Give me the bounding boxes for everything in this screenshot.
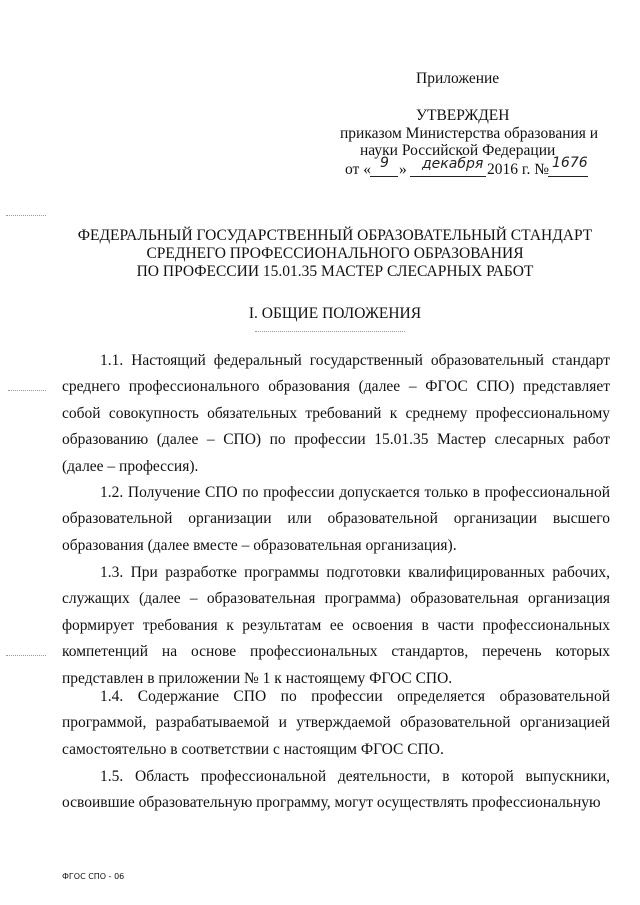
date-mid: » bbox=[399, 161, 407, 178]
paragraph-1-4: 1.4. Содержание СПО по профессии определяется образовательной программой, разрабатываемой и утверждаемой образовательной организацией самостоятельно в соответствии с настоящим ФГОС СПО. bbox=[62, 688, 610, 758]
date-prefix: от « bbox=[345, 161, 371, 178]
order-line-1: приказом Министерства образования и bbox=[340, 125, 599, 142]
paragraph-1-1: 1.1. Настоящий федеральный государственный образовательный стандарт среднего профессионального образования (далее – ФГОС СПО) представляет собой совокупность обязательных требований к среднему профессиональному образованию (далее – СПО) по профессии 15.01.35 Мастер слесарных работ (далее – профессия). bbox=[62, 352, 610, 475]
date-month: декабря bbox=[422, 156, 484, 172]
scan-mark bbox=[6, 215, 46, 216]
scan-mark bbox=[8, 390, 46, 391]
heading-rule bbox=[255, 331, 405, 332]
title-line-1: ФЕДЕРАЛЬНЫЙ ГОСУДАРСТВЕННЫЙ ОБРАЗОВАТЕЛЬНЫЙ СТАНДАРТ bbox=[77, 227, 593, 244]
date-month-underline bbox=[410, 176, 486, 177]
order-number: 1676 bbox=[552, 155, 588, 171]
order-number-underline bbox=[548, 176, 588, 177]
appendix-label: Приложение bbox=[416, 70, 500, 87]
scan-mark bbox=[6, 655, 46, 656]
paragraph-1-3: 1.3. При разработке программы подготовки квалифицированных рабочих, служащих (далее – образовательная программа) образовательная организация формирует требования к результатам ее освоения в части профессиональных компетенций на основе профессиональных стандартов, перечень которых представлен в приложении № 1 к настоящему ФГОС СПО. bbox=[62, 564, 610, 687]
title-line-3: ПО ПРОФЕССИИ 15.01.35 МАСТЕР СЛЕСАРНЫХ РАБОТ bbox=[136, 263, 534, 280]
footer-code: ФГОС СПО - 06 bbox=[62, 872, 125, 881]
date-day: 9 bbox=[380, 155, 389, 171]
title-line-2: СРЕДНЕГО ПРОФЕССИОНАЛЬНОГО ОБРАЗОВАНИЯ bbox=[146, 245, 524, 262]
section-heading: I. ОБЩИЕ ПОЛОЖЕНИЯ bbox=[248, 305, 422, 322]
approved-label: УТВЕРЖДЕН bbox=[416, 107, 510, 124]
order-line-2: науки Российской Федерации bbox=[360, 142, 556, 159]
paragraph-1-2: 1.2. Получение СПО по профессии допускается только в профессиональной образовательной организации или образовательной организации высшего образования (далее вместе – образовательная организация). bbox=[62, 484, 610, 554]
date-day-underline bbox=[370, 176, 398, 177]
date-year: 2016 г. № bbox=[487, 161, 550, 178]
paragraph-1-5: 1.5. Область профессиональной деятельности, в которой выпускники, освоившие образовательную программу, могут осуществлять профессиональную bbox=[62, 768, 610, 812]
